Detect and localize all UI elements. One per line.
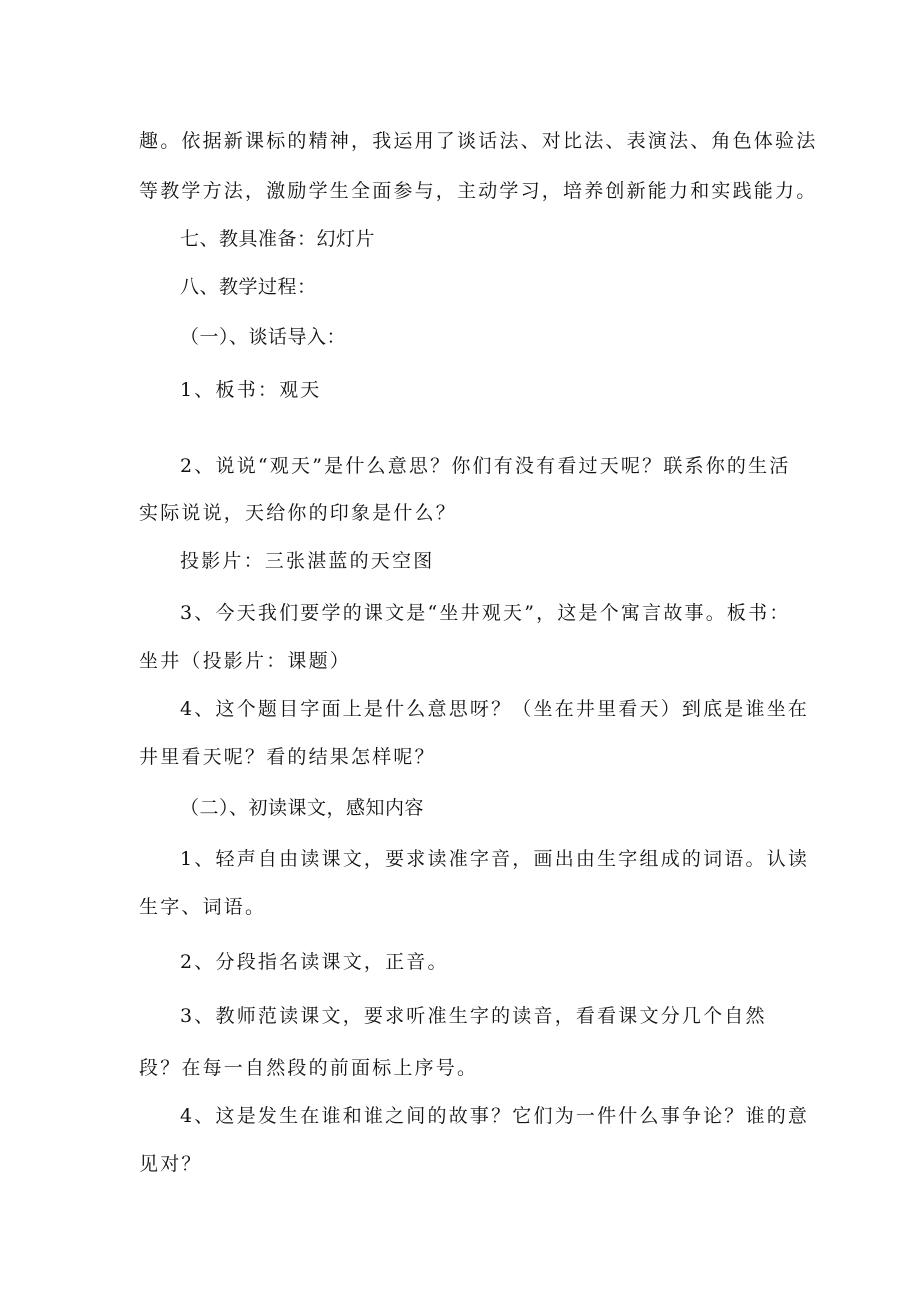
paragraph-line: 见对？ (139, 1153, 203, 1175)
section-heading: 八、教学过程： (180, 276, 317, 298)
paragraph-line: 1、轻声自由读课文，要求读准字音，画出由生字组成的词语。认读 (180, 848, 810, 870)
paragraph-line: 趣。依据新课标的精神，我运用了谈话法、对比法、表演法、角色体验法 (139, 130, 818, 152)
paragraph-line: 实际说说，天给你的印象是什么？ (139, 502, 458, 524)
paragraph-line: 3、今天我们要学的课文是“坐井观天”，这是个寓言故事。板书： (180, 602, 791, 624)
paragraph-line: 坐井（投影片：课题） (139, 650, 352, 672)
paragraph-line: 等教学方法，激励学生全面参与，主动学习，培养创新能力和实践能力。 (139, 180, 818, 202)
paragraph-line: 3、教师范读课文，要求听准生字的读音，看看课文分几个自然 (180, 1005, 767, 1027)
paragraph-line: 井里看天呢？看的结果怎样呢？ (139, 746, 436, 768)
paragraph-line: 4、这个题目字面上是什么意思呀？（坐在井里看天）到底是谁坐在 (180, 698, 810, 720)
paragraph-line: 2、分段指名读课文，正音。 (180, 951, 449, 973)
paragraph-line: 1、板书：观天 (180, 379, 322, 401)
paragraph-line: 生字、词语。 (139, 896, 267, 918)
paragraph-line: 段？在每一自然段的前面标上序号。 (139, 1057, 479, 1079)
paragraph-line: 2、说说“观天”是什么意思？你们有没有看过天呢？联系你的生活 (180, 455, 791, 477)
subsection-heading: （二）、初读课文，感知内容 (180, 797, 425, 819)
paragraph-line: 投影片：三张湛蓝的天空图 (180, 550, 435, 572)
paragraph-line: 4、这是发生在谁和谁之间的故事？它们为一件什么事争论？谁的意 (180, 1105, 810, 1127)
section-heading: 七、教具准备：幻灯片 (180, 228, 376, 250)
subsection-heading: （一）、谈话导入： (180, 326, 347, 348)
